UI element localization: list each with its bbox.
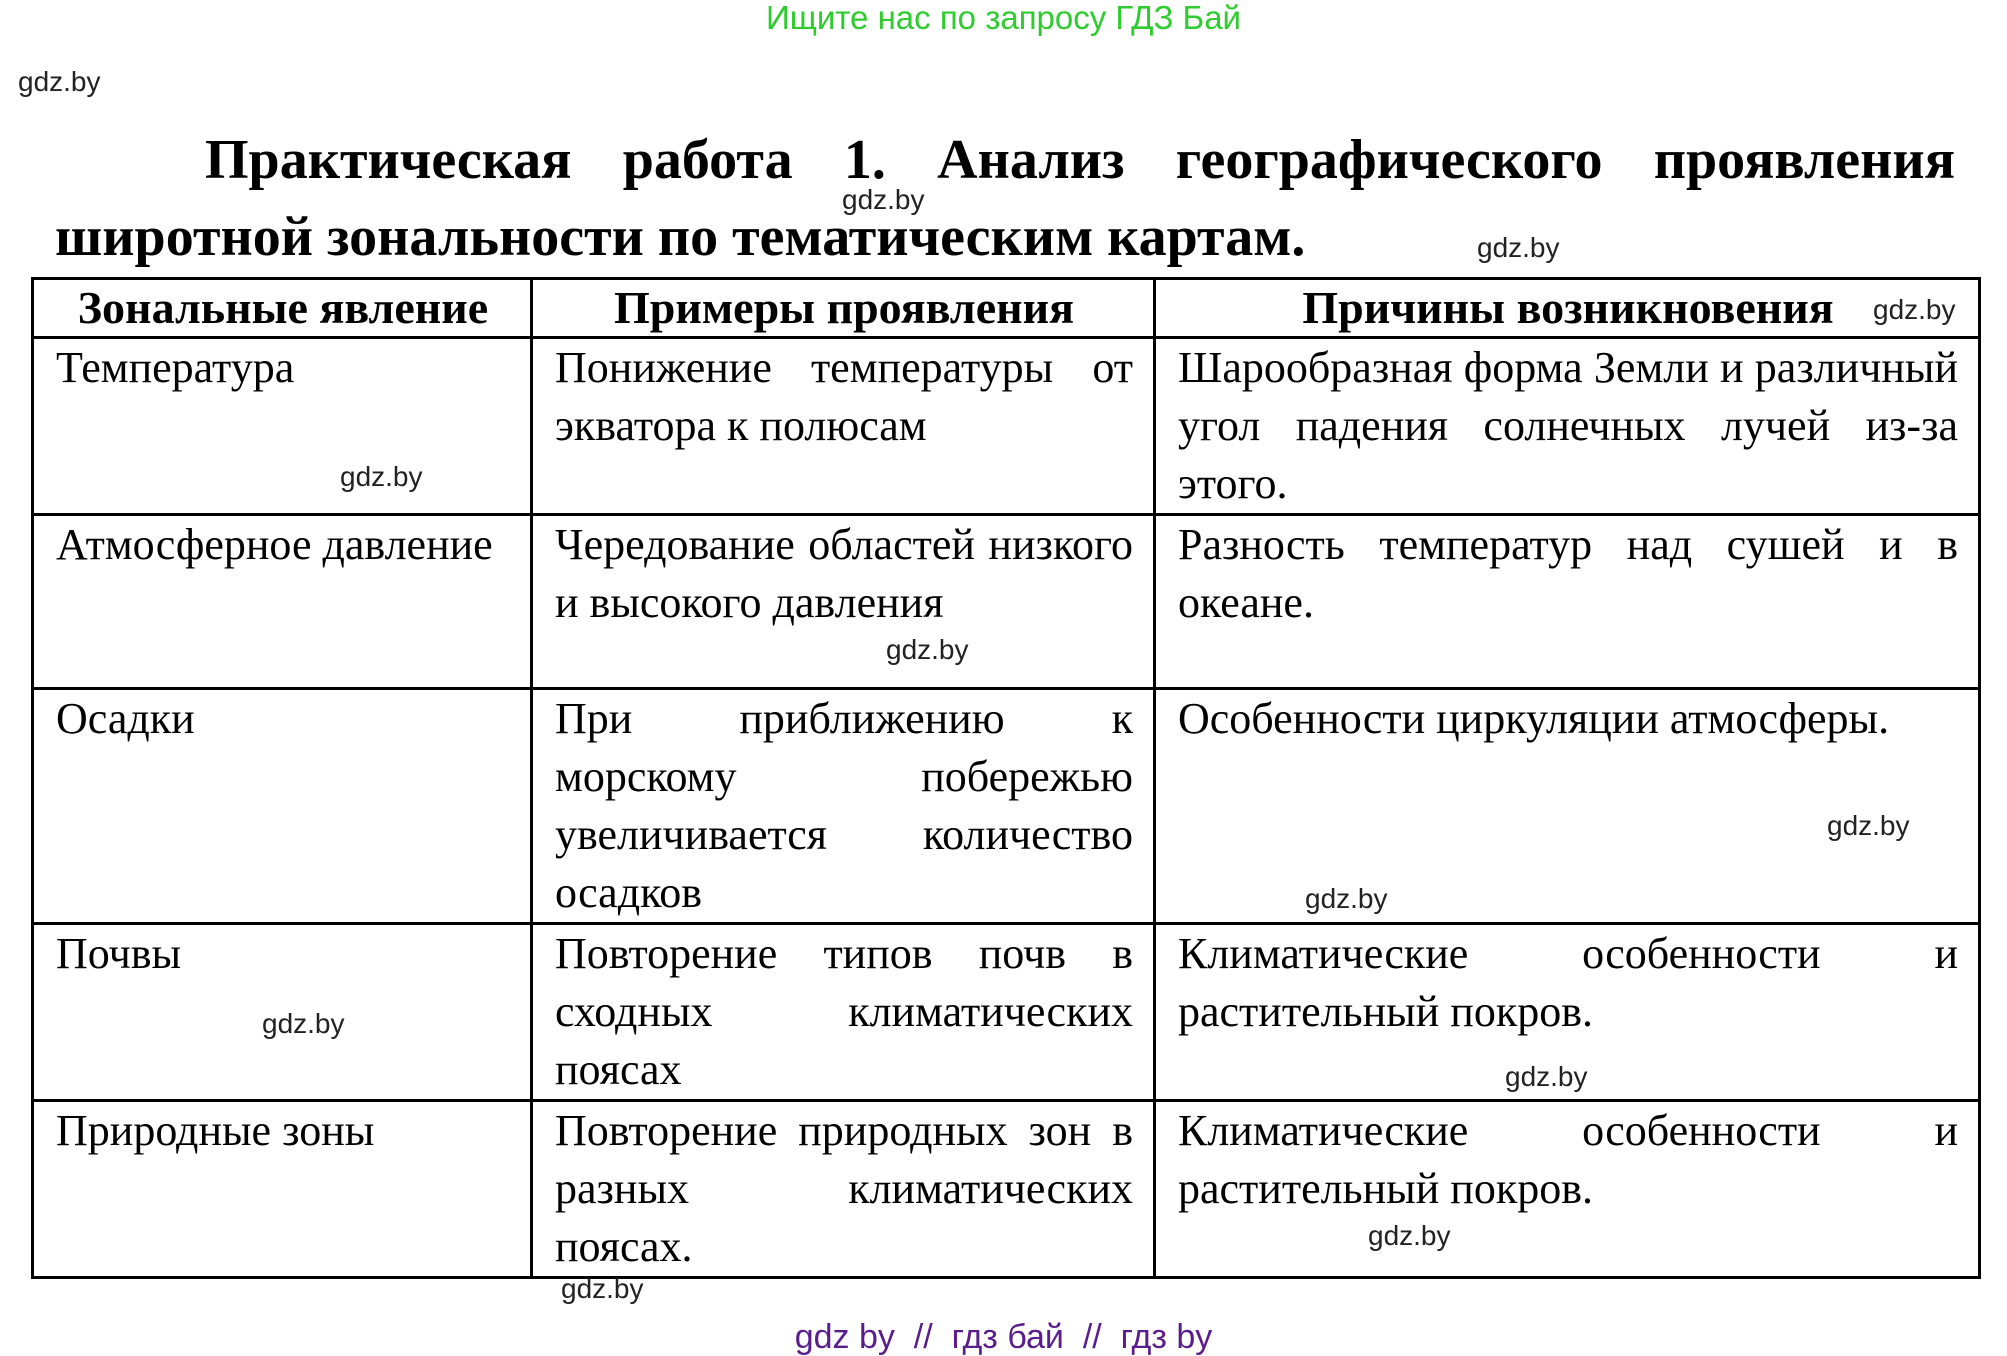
table-header-row — [33, 279, 1980, 338]
cell-examples: Повторение природных зон в разных климатических поясах. — [532, 1101, 1155, 1278]
cell-causes: Климатические особенности и растительный покров. — [1155, 1101, 1980, 1278]
cell-causes: Шарообразная форма Земли и различный угол падения солнечных лучей из-за этого. — [1155, 338, 1980, 515]
watermark: gdz.by — [1368, 1220, 1451, 1251]
footer-links: gdz by // гдз бай // гдз by — [794, 1318, 1213, 1356]
cell-causes: Особенности циркуляции атмосферы. — [1155, 689, 1980, 924]
table-row — [33, 515, 1980, 689]
watermark: gdz.by — [18, 66, 101, 97]
cell-examples: Чередование областей низкого и высокого давления — [532, 515, 1155, 689]
watermark: gdz.by — [886, 634, 969, 665]
cell-causes: Климатические особенности и растительный покров. — [1155, 924, 1980, 1101]
cell-phenomenon: Атмосферное давление — [33, 515, 532, 689]
watermark: gdz.by — [1305, 883, 1388, 914]
watermark: gdz.by — [842, 184, 925, 215]
search-banner: Ищите нас по запросу ГДЗ Бай — [766, 0, 1241, 36]
page-title-line-2: широтной зональности по тематическим картам. — [55, 206, 1306, 268]
header-examples: Примеры проявления — [532, 279, 1155, 338]
cell-phenomenon: Температура — [33, 338, 532, 515]
table-row — [33, 689, 1980, 924]
watermark: gdz.by — [1477, 232, 1560, 263]
watermark: gdz.by — [340, 461, 423, 492]
cell-examples: При приближению к морскому побережью увеличивается количество осадков — [532, 689, 1155, 924]
cell-examples: Понижение температуры от экватора к полюсам — [532, 338, 1155, 515]
watermark: gdz.by — [1827, 810, 1910, 841]
cell-phenomenon: Природные зоны — [33, 1101, 532, 1278]
watermark: gdz.by — [262, 1008, 345, 1039]
header-causes: Причины возникновения — [1155, 279, 1980, 338]
table-row — [33, 338, 1980, 515]
cell-phenomenon: Осадки — [33, 689, 532, 924]
watermark: gdz.by — [1505, 1061, 1588, 1092]
cell-causes: Разность температур над сушей и в океане. — [1155, 515, 1980, 689]
zonality-table — [31, 277, 1981, 1279]
table-row — [33, 1101, 1980, 1278]
watermark: gdz.by — [1873, 294, 1956, 325]
cell-phenomenon: Почвы — [33, 924, 532, 1101]
cell-examples: Повторение типов почв в сходных климатических поясах — [532, 924, 1155, 1101]
header-phenomenon: Зональные явление — [33, 279, 532, 338]
watermark: gdz.by — [561, 1273, 644, 1304]
page-title-line-1: Практическая работа 1. Анализ географического проявления — [205, 129, 1955, 191]
